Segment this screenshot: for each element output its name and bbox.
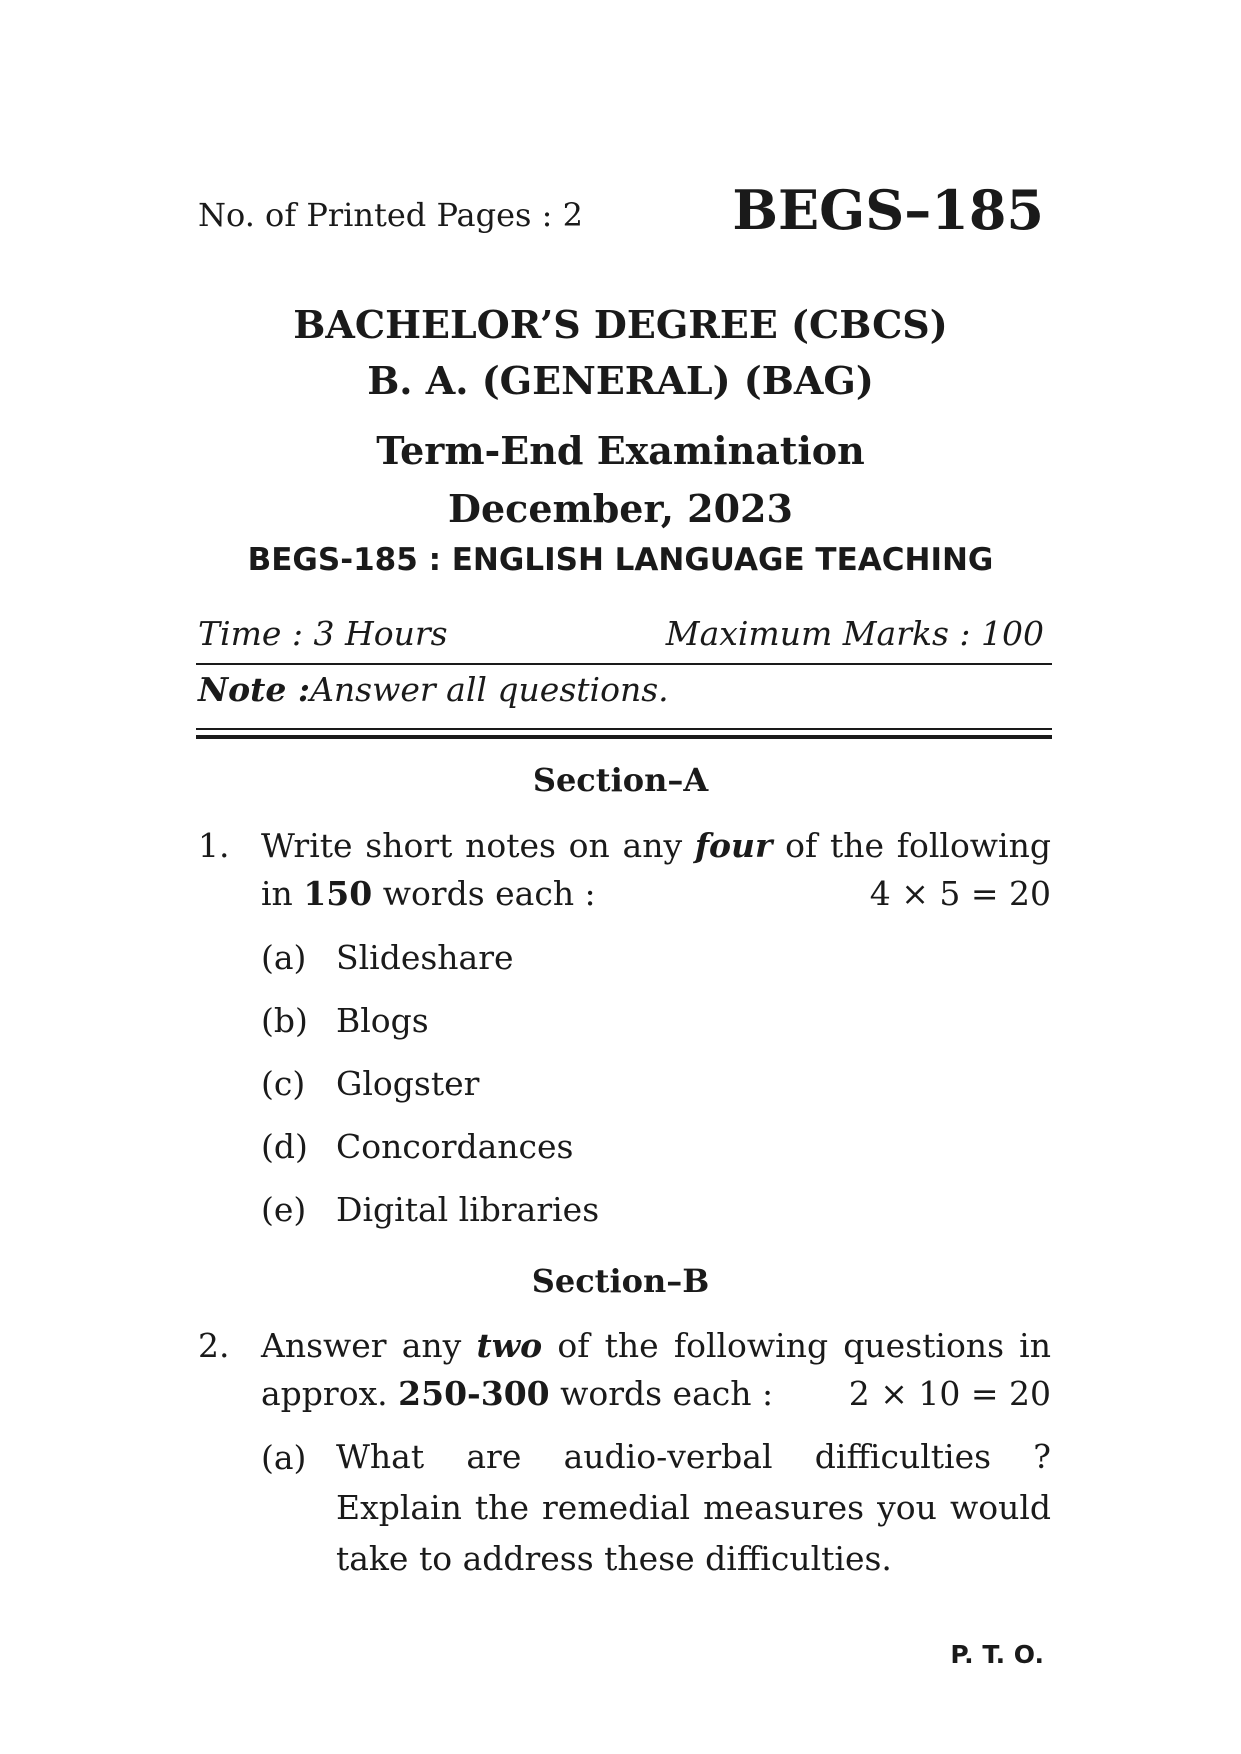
maximum-marks: Maximum Marks : 100 xyxy=(665,614,1044,653)
emphasis-two: two xyxy=(476,1326,543,1365)
paper-code: BEGS–185 xyxy=(732,178,1044,242)
double-rule-top xyxy=(196,728,1052,730)
question-1-line-2: in 150 words each : 4 × 5 = 20 xyxy=(261,874,1051,913)
double-rule-bottom xyxy=(196,735,1052,739)
question-1-line-1: Write short notes on any four of the following xyxy=(261,826,1051,865)
time-allowed: Time : 3 Hours xyxy=(198,614,448,653)
option-text: Concordances xyxy=(336,1127,574,1166)
option-a-line-2: Explain the remedial measures you would xyxy=(336,1488,1051,1527)
option-label: (d) xyxy=(261,1127,308,1166)
note-label: Note : xyxy=(198,670,311,709)
option-label: (b) xyxy=(261,1001,308,1040)
option-text: Digital libraries xyxy=(336,1190,600,1229)
option-label: (c) xyxy=(261,1064,306,1103)
question-2-marks: 2 × 10 = 20 xyxy=(848,1374,1051,1413)
question-1-number: 1. xyxy=(198,826,230,865)
section-a-heading: Section–A xyxy=(532,761,709,799)
word-count: 250-300 xyxy=(398,1374,550,1413)
option-label: (a) xyxy=(261,938,307,977)
option-text: Slideshare xyxy=(336,938,514,977)
question-2-option-a-text xyxy=(336,1431,1051,1584)
section-b-heading: Section–B xyxy=(531,1262,710,1300)
note-text: Answer all questions. xyxy=(310,670,669,709)
option-a-line-1: What are audio-verbal difficulties ? xyxy=(336,1437,1051,1476)
option-text: Glogster xyxy=(336,1064,480,1103)
question-2-line-2: approx. 250-300 words each : 2 × 10 = 20 xyxy=(261,1374,1051,1413)
question-2-line-1: Answer any two of the following questions in xyxy=(261,1326,1051,1365)
question-2-number: 2. xyxy=(198,1326,230,1365)
option-a-line-3: take to address these difficulties. xyxy=(336,1539,892,1578)
pto: P. T. O. xyxy=(950,1640,1044,1669)
option-label: (e) xyxy=(261,1190,307,1229)
word-count: 150 xyxy=(303,874,373,913)
session-title: December, 2023 xyxy=(448,486,793,531)
exam-title: Term-End Examination xyxy=(376,428,865,473)
degree-title: BACHELOR’S DEGREE (CBCS) xyxy=(293,302,948,347)
printed-pages: No. of Printed Pages : 2 xyxy=(198,196,583,234)
programme-title: B. A. (GENERAL) (BAG) xyxy=(367,358,874,403)
emphasis-four: four xyxy=(694,826,773,865)
option-text: Blogs xyxy=(336,1001,429,1040)
question-1-marks: 4 × 5 = 20 xyxy=(869,874,1051,913)
option-label: (a) xyxy=(261,1438,307,1477)
divider-line xyxy=(196,663,1052,665)
course-title: BEGS-185 : ENGLISH LANGUAGE TEACHING xyxy=(247,542,994,578)
note xyxy=(198,670,669,709)
